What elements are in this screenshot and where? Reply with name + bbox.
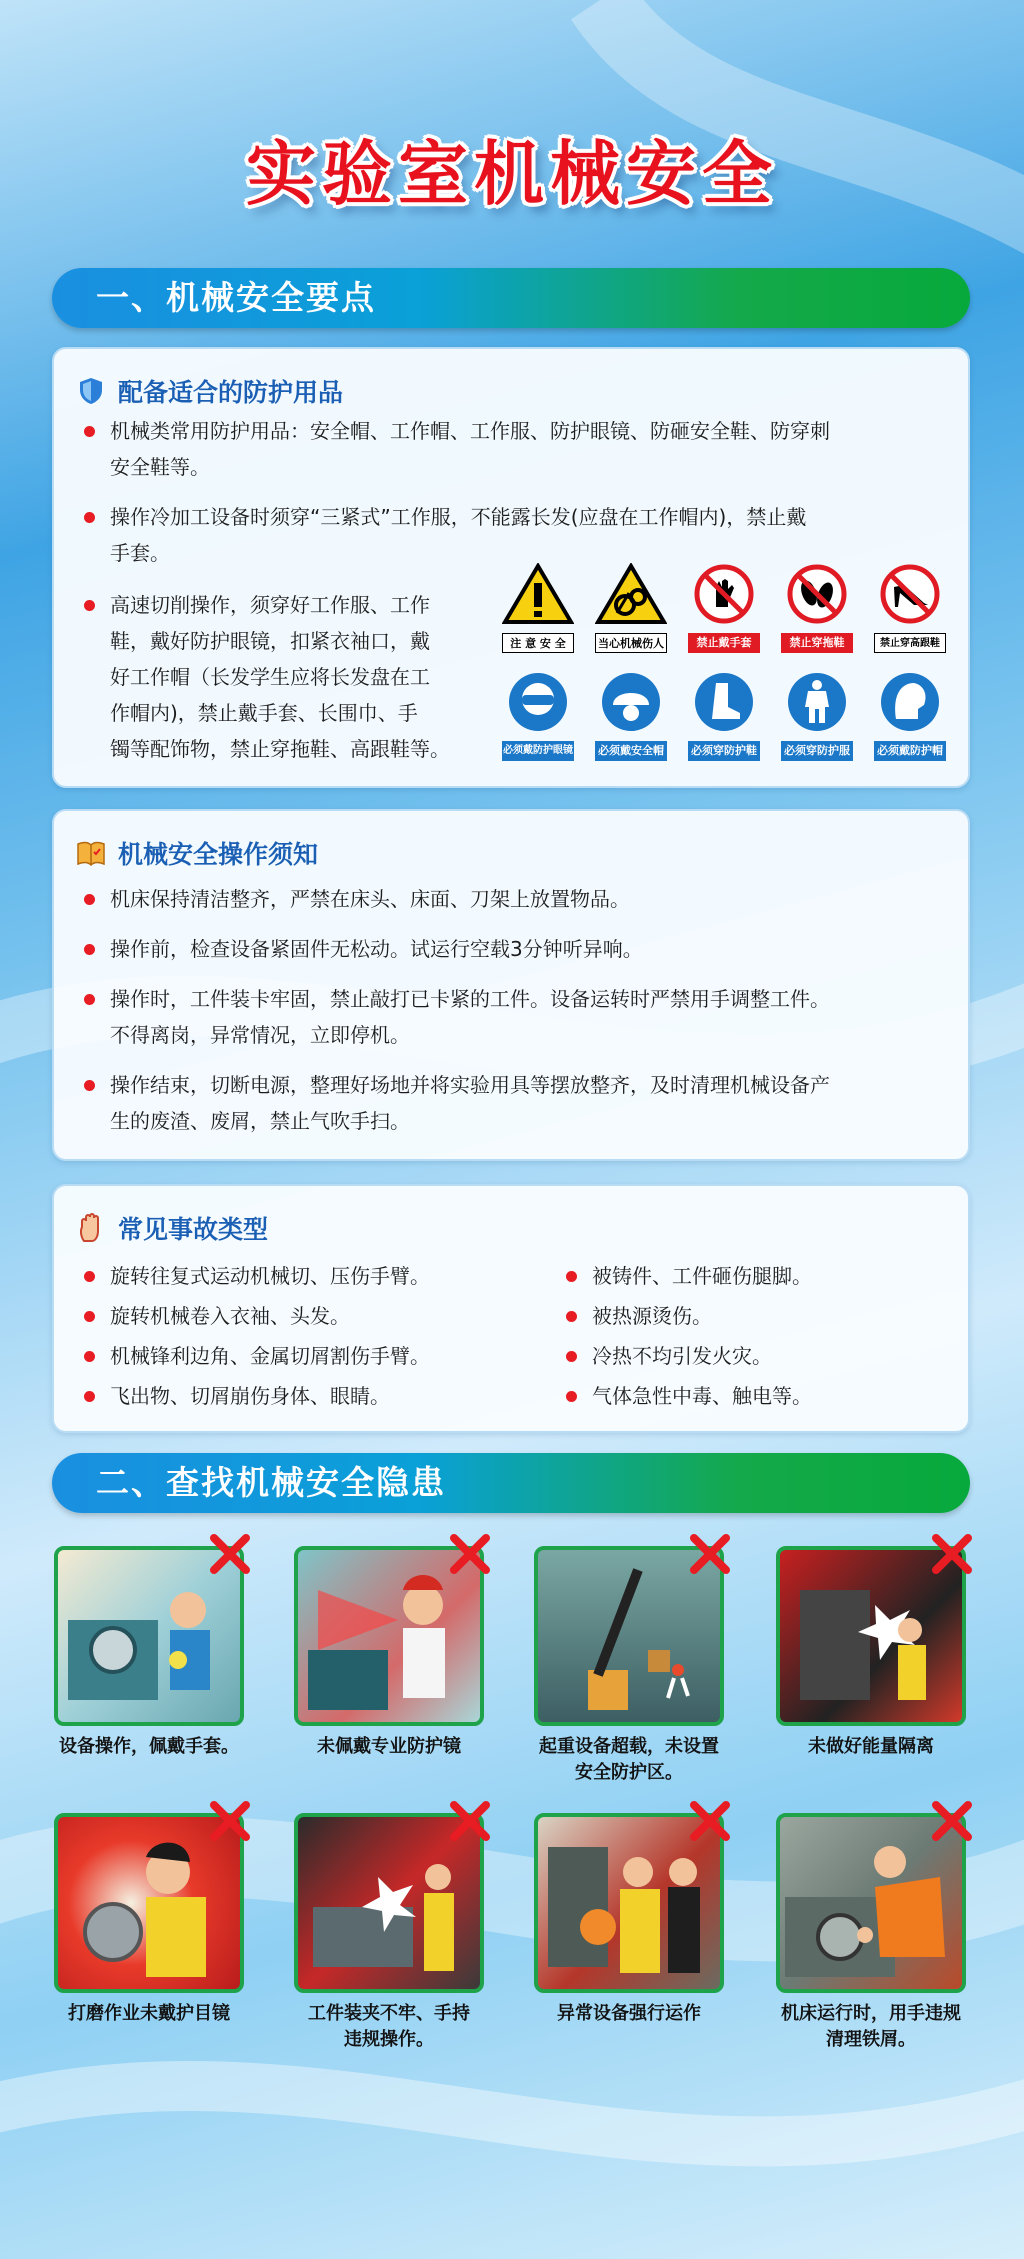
- sign-hood: [874, 671, 946, 761]
- cross-mark-icon: [208, 1532, 252, 1576]
- caption-line: 工件装夹不牢、手持: [308, 2003, 470, 2024]
- hazard-item: [54, 1813, 244, 2027]
- sign-label: 必须戴安全帽: [595, 741, 667, 761]
- card-1-header: [76, 371, 343, 411]
- no-gloves-icon: [688, 563, 760, 625]
- caption-line: 安全防护区。: [575, 1762, 683, 1783]
- sign-no-slippers: [781, 563, 853, 653]
- list-item: 被热源烫伤。: [592, 1298, 952, 1334]
- no-slippers-icon: [781, 563, 853, 625]
- sign-label: 必须穿防护鞋: [688, 741, 760, 761]
- sign-helmet: [595, 671, 667, 761]
- sign-label: 必须戴防护眼镜: [502, 741, 574, 761]
- caption-line: 未做好能量隔离: [808, 1736, 934, 1757]
- sign-label: 必须穿防护服: [781, 741, 853, 761]
- sign-label: 注 意 安 全: [502, 633, 574, 653]
- list-item: [110, 499, 950, 571]
- line: 好工作帽（长发学生应将长发盘在工: [110, 665, 430, 689]
- list-item: 冷热不均引发火灾。: [592, 1338, 952, 1374]
- list-item: [110, 587, 470, 767]
- caption-line: 异常设备强行运作: [557, 2003, 701, 2024]
- section-2-title: 二、查找机械安全隐患: [96, 1463, 446, 1502]
- hazard-caption: [776, 1734, 966, 1760]
- list-item: [110, 1067, 950, 1139]
- line: 不得离岗，异常情况，立即停机。: [110, 1023, 410, 1047]
- line: 镯等配饰物，禁止穿拖鞋、高跟鞋等。: [110, 737, 450, 761]
- line: 作帽内)，禁止戴手套、长围巾、手: [110, 701, 418, 725]
- goggles-icon: [502, 671, 574, 733]
- list-item: 气体急性中毒、触电等。: [592, 1378, 952, 1414]
- hazard-caption: [294, 2001, 484, 2053]
- sign-no-high-heels: [874, 563, 946, 653]
- sign-label: 当心机械伤人: [595, 633, 667, 653]
- hazard-caption: [54, 1734, 244, 1760]
- caption-line: 违规操作。: [344, 2029, 434, 2050]
- card-3-header: [76, 1208, 268, 1248]
- suit-icon: [781, 671, 853, 733]
- boot-icon: [688, 671, 760, 733]
- caption-line: 未佩戴专业防护镜: [317, 1736, 461, 1757]
- section-1-banner: [52, 268, 970, 328]
- sign-label: 必须戴防护帽: [874, 741, 946, 761]
- hood-icon: [874, 671, 946, 733]
- cross-mark-icon: [930, 1532, 974, 1576]
- page-title: 实验室机械安全: [246, 133, 778, 215]
- accident-types-card: [52, 1184, 970, 1433]
- cross-mark-icon: [930, 1799, 974, 1843]
- operation-rules-card: [52, 809, 970, 1161]
- caption-line: 机床运行时，用手违规: [781, 2003, 961, 2024]
- hazard-caption: [54, 2001, 244, 2027]
- line: 高速切削操作，须穿好工作服、工作: [110, 593, 430, 617]
- hazard-item: [534, 1813, 724, 2027]
- hazard-caption: [294, 1734, 484, 1760]
- caption-line: 清理铁屑。: [826, 2029, 916, 2050]
- hazard-item: [776, 1813, 966, 2053]
- line: 操作结束，切断电源，整理好场地并将实验用具等摆放整齐，及时清理机械设备产: [110, 1073, 830, 1097]
- helmet-icon: [595, 671, 667, 733]
- shield-icon: [76, 376, 106, 406]
- hazard-caption: [776, 2001, 966, 2053]
- card-3-heading: 常见事故类型: [118, 1215, 269, 1244]
- hazard-caption: [534, 2001, 724, 2027]
- stop-hand-icon: [76, 1213, 106, 1243]
- line: 操作时，工件装卡牢固，禁止敲打已卡紧的工件。设备运转时严禁用手调整工件。: [110, 987, 830, 1011]
- hazard-caption: [534, 1734, 724, 1786]
- list-item: [110, 981, 950, 1053]
- sign-label: 禁止穿拖鞋: [781, 633, 853, 653]
- caption-line: 起重设备超载，未设置: [539, 1736, 719, 1757]
- hazard-item: [294, 1813, 484, 2053]
- line: 生的废渣、废屑，禁止气吹手扫。: [110, 1109, 410, 1133]
- list-item: 飞出物、切屑崩伤身体、眼睛。: [110, 1378, 530, 1414]
- list-item: 机床保持清洁整齐，严禁在床头、床面、刀架上放置物品。: [110, 881, 950, 917]
- card-2-header: [76, 833, 318, 873]
- protective-equipment-card: [52, 347, 970, 788]
- hazard-item: [54, 1546, 244, 1760]
- hazard-item: [294, 1546, 484, 1760]
- line: 手套。: [110, 541, 170, 565]
- list-item: 旋转往复式运动机械切、压伤手臂。: [110, 1258, 530, 1294]
- cross-mark-icon: [688, 1799, 732, 1843]
- sign-machine-injury: [595, 563, 667, 653]
- caption-line: 打磨作业未戴护目镜: [68, 2003, 230, 2024]
- sign-label: 禁止戴手套: [688, 633, 760, 653]
- book-icon: [76, 838, 106, 868]
- section-2-banner: [52, 1453, 970, 1513]
- section-1-title: 一、机械安全要点: [96, 278, 376, 317]
- warning-gears-icon: [595, 563, 667, 625]
- sign-goggles: [502, 671, 574, 761]
- line: 操作冷加工设备时须穿“三紧式”工作服，不能露长发(应盘在工作帽内)，禁止戴: [110, 505, 807, 529]
- hazard-item: [776, 1546, 966, 1760]
- sign-boots: [688, 671, 760, 761]
- cross-mark-icon: [448, 1532, 492, 1576]
- card-2-heading: 机械安全操作须知: [118, 840, 319, 869]
- line: 鞋，戴好防护眼镜，扣紧衣袖口，戴: [110, 629, 430, 653]
- line: 安全鞋等。: [110, 455, 210, 479]
- sign-label: 禁止穿高跟鞋: [874, 633, 946, 653]
- list-item: 机械锋利边角、金属切屑割伤手臂。: [110, 1338, 530, 1374]
- card-1-heading: 配备适合的防护用品: [118, 378, 344, 407]
- hazard-item: [534, 1546, 724, 1786]
- sign-suit: [781, 671, 853, 761]
- list-item: [110, 413, 950, 485]
- cross-mark-icon: [448, 1799, 492, 1843]
- sign-no-gloves: [688, 563, 760, 653]
- cross-mark-icon: [208, 1799, 252, 1843]
- warning-exclamation-icon: [502, 563, 574, 625]
- list-item: 操作前，检查设备紧固件无松动。试运行空载3分钟听异响。: [110, 931, 950, 967]
- line: 机械类常用防护用品：安全帽、工作帽、工作服、防护眼镜、防砸安全鞋、防穿刺: [110, 419, 830, 443]
- cross-mark-icon: [688, 1532, 732, 1576]
- no-high-heels-icon: [874, 563, 946, 625]
- caption-line: 设备操作，佩戴手套。: [59, 1736, 239, 1757]
- list-item: 被铸件、工件砸伤腿脚。: [592, 1258, 952, 1294]
- list-item: 旋转机械卷入衣袖、头发。: [110, 1298, 530, 1334]
- sign-caution: [502, 563, 574, 653]
